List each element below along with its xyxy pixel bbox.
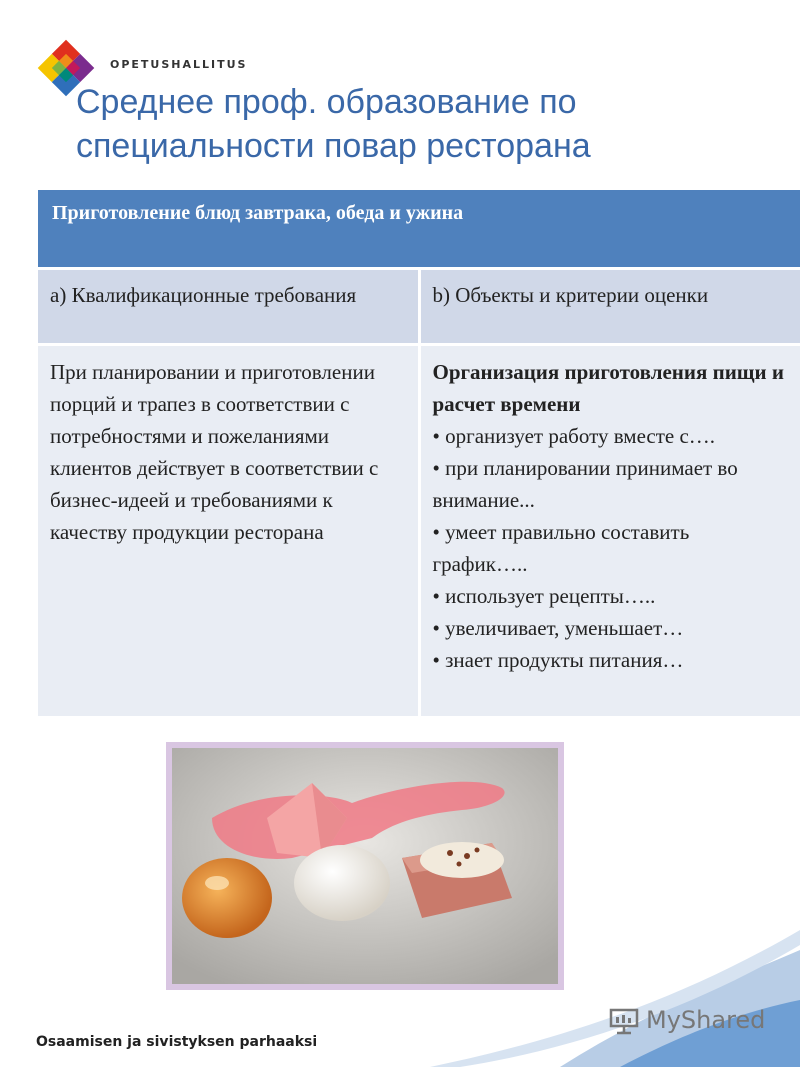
list-item: • увеличивает, уменьшает… <box>432 616 684 640</box>
qualification-requirements-text: При планировании и приготовлении порций и трапез в соответствии с потребностями и пожеланиями клиентов действует в соответствии с бизнес-идеей и требованиями к качеству продукции ресторана <box>50 360 379 544</box>
dessert-photo-frame <box>166 742 564 990</box>
column-a-title: a) Квалификационные требования <box>50 283 357 307</box>
title-line-2: специальности повар ресторана <box>76 127 591 165</box>
list-item: • организует работу вместе с…. <box>432 424 716 448</box>
column-b-title: b) Объекты и критерии оценки <box>432 283 709 307</box>
column-b-body <box>419 345 800 717</box>
table-heading: Приготовление блюд завтрака, обеда и ужина <box>52 202 464 224</box>
list-item: • при планировании принимает во внимание... <box>432 456 738 512</box>
page-title <box>76 80 776 168</box>
criteria-table <box>38 190 800 716</box>
criteria-heading: Организация приготовления пищи и расчет времени <box>432 360 784 416</box>
list-item: • знает продукты питания… <box>432 648 684 672</box>
column-a-body <box>38 345 419 717</box>
list-item: • использует рецепты….. <box>432 584 656 608</box>
list-item: • умеет правильно составить график….. <box>432 520 690 576</box>
title-line-1: Среднее проф. образование по <box>76 83 577 121</box>
watermark-text: MyShared <box>646 1006 766 1034</box>
footer-slogan: Osaamisen ja sivistyksen parhaaksi <box>36 1034 318 1050</box>
dessert-photo <box>172 748 558 984</box>
table-heading-cell <box>38 190 800 269</box>
presentation-board-icon <box>608 1007 640 1035</box>
organization-name: OPETUSHALLITUS <box>110 58 248 71</box>
column-b-header <box>419 269 800 345</box>
column-a-header <box>38 269 419 345</box>
